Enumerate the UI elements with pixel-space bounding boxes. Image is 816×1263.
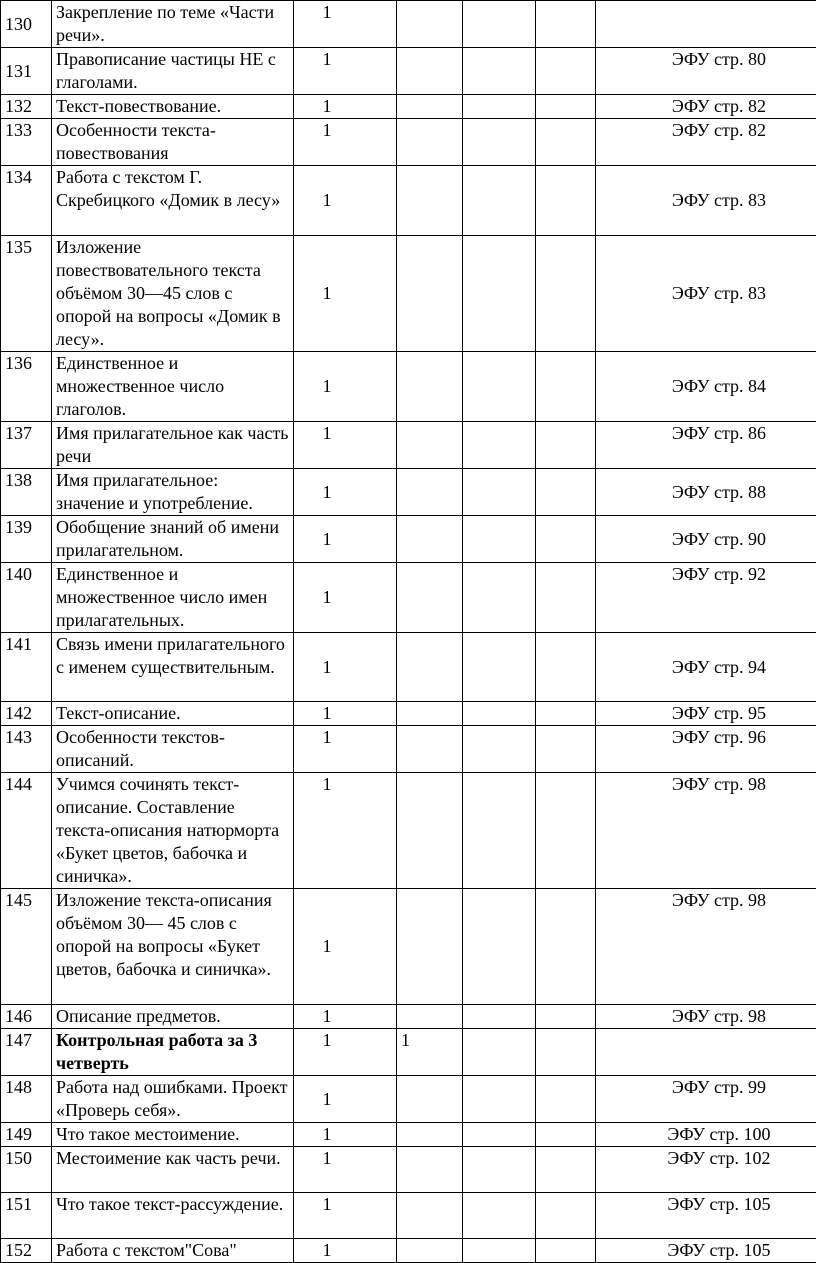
lesson-hours: 1 bbox=[294, 702, 397, 726]
lesson-hours: 1 bbox=[294, 563, 397, 633]
control-work bbox=[397, 1123, 463, 1147]
lesson-resource: ЭФУ стр. 82 bbox=[596, 95, 816, 119]
control-work bbox=[397, 95, 463, 119]
lesson-resource: ЭФУ стр. 98 bbox=[596, 889, 816, 1005]
control-work bbox=[397, 1005, 463, 1029]
lesson-number: 140 bbox=[1, 563, 52, 633]
lesson-topic: Закрепление по теме «Части речи». bbox=[52, 1, 294, 48]
table-row bbox=[1, 1, 816, 48]
table-row bbox=[1, 352, 816, 422]
lesson-resource: ЭФУ стр. 92 bbox=[596, 563, 816, 633]
lesson-number: 133 bbox=[1, 119, 52, 166]
control-work bbox=[397, 236, 463, 352]
lesson-hours: 1 bbox=[294, 1193, 397, 1239]
lesson-hours: 1 bbox=[294, 119, 397, 166]
control-work bbox=[397, 352, 463, 422]
lesson-topic: Правописание частицы НЕ с глаголами. bbox=[52, 48, 294, 95]
lesson-resource: ЭФУ стр. 102 bbox=[596, 1147, 816, 1193]
control-work bbox=[397, 1239, 463, 1263]
lesson-topic: Имя прилагательное как часть речи bbox=[52, 422, 294, 469]
lesson-resource: ЭФУ стр. 83 bbox=[596, 236, 816, 352]
table-row bbox=[1, 516, 816, 563]
lesson-resource: ЭФУ стр. 105 bbox=[596, 1239, 816, 1263]
lesson-resource: ЭФУ стр. 98 bbox=[596, 773, 816, 889]
table-row bbox=[1, 422, 816, 469]
lesson-topic: Работа с текстом Г. Скребицкого «Домик в лесу» bbox=[52, 166, 294, 236]
table-row bbox=[1, 1147, 816, 1193]
lesson-hours: 1 bbox=[294, 236, 397, 352]
lesson-resource: ЭФУ стр. 86 bbox=[596, 422, 816, 469]
lesson-hours: 1 bbox=[294, 516, 397, 563]
lesson-topic: Единственное и множественное число имен прилагательных. bbox=[52, 563, 294, 633]
lesson-number: 146 bbox=[1, 1005, 52, 1029]
control-work bbox=[397, 1, 463, 48]
lesson-resource: ЭФУ стр. 88 bbox=[596, 469, 816, 516]
lesson-number: 132 bbox=[1, 95, 52, 119]
control-work bbox=[397, 1147, 463, 1193]
lesson-hours: 1 bbox=[294, 773, 397, 889]
table-row bbox=[1, 1123, 816, 1147]
lesson-number: 137 bbox=[1, 422, 52, 469]
table-row bbox=[1, 1193, 816, 1239]
lesson-number: 144 bbox=[1, 773, 52, 889]
lesson-hours: 1 bbox=[294, 1239, 397, 1263]
lesson-hours: 1 bbox=[294, 1005, 397, 1029]
lesson-number: 130 bbox=[1, 1, 52, 48]
control-work bbox=[397, 773, 463, 889]
control-work bbox=[397, 516, 463, 563]
lesson-topic: Изложение повествовательного текста объёмом 30—45 слов с опорой на вопросы «Домик в лесу». bbox=[52, 236, 294, 352]
lesson-resource: ЭФУ стр. 83 bbox=[596, 166, 816, 236]
lesson-resource: ЭФУ стр. 95 bbox=[596, 702, 816, 726]
lesson-hours: 1 bbox=[294, 48, 397, 95]
lesson-number: 138 bbox=[1, 469, 52, 516]
table-row bbox=[1, 633, 816, 702]
lesson-topic: Контрольная работа за 3 четверть bbox=[52, 1029, 294, 1076]
lesson-resource: ЭФУ стр. 82 bbox=[596, 119, 816, 166]
lesson-hours: 1 bbox=[294, 1, 397, 48]
lesson-resource: ЭФУ стр. 105 bbox=[596, 1193, 816, 1239]
lesson-number: 148 bbox=[1, 1076, 52, 1123]
lesson-resource: ЭФУ стр. 90 bbox=[596, 516, 816, 563]
lesson-number: 136 bbox=[1, 352, 52, 422]
lesson-hours: 1 bbox=[294, 726, 397, 773]
lesson-hours: 1 bbox=[294, 166, 397, 236]
lesson-topic: Текст-повествование. bbox=[52, 95, 294, 119]
table-row bbox=[1, 773, 816, 889]
lesson-resource: ЭФУ стр. 99 bbox=[596, 1076, 816, 1123]
table-row bbox=[1, 95, 816, 119]
lesson-topic: Особенности текстов-описаний. bbox=[52, 726, 294, 773]
lesson-number: 150 bbox=[1, 1147, 52, 1193]
table-row bbox=[1, 1239, 816, 1263]
lesson-resource bbox=[596, 1, 816, 48]
lesson-topic: Обобщение знаний об имени прилагательном. bbox=[52, 516, 294, 563]
lesson-topic: Единственное и множественное число глаголов. bbox=[52, 352, 294, 422]
control-work bbox=[397, 633, 463, 702]
lesson-resource: ЭФУ стр. 84 bbox=[596, 352, 816, 422]
lesson-hours: 1 bbox=[294, 1029, 397, 1076]
lesson-hours: 1 bbox=[294, 1147, 397, 1193]
lesson-number: 143 bbox=[1, 726, 52, 773]
lesson-topic: Особенности текста-повествования bbox=[52, 119, 294, 166]
lesson-number: 131 bbox=[1, 48, 52, 95]
table-row bbox=[1, 702, 816, 726]
lesson-topic: Местоимение как часть речи. bbox=[52, 1147, 294, 1193]
control-work bbox=[397, 889, 463, 1005]
table-row bbox=[1, 1029, 816, 1076]
lesson-hours: 1 bbox=[294, 1076, 397, 1123]
table-row bbox=[1, 236, 816, 352]
control-work bbox=[397, 726, 463, 773]
lesson-resource: ЭФУ стр. 80 bbox=[596, 48, 816, 95]
table-row bbox=[1, 563, 816, 633]
lesson-topic: Что такое местоимение. bbox=[52, 1123, 294, 1147]
table-row bbox=[1, 1076, 816, 1123]
table-row bbox=[1, 166, 816, 236]
lesson-resource bbox=[596, 1029, 816, 1076]
lesson-resource: ЭФУ стр. 94 bbox=[596, 633, 816, 702]
lesson-hours: 1 bbox=[294, 95, 397, 119]
lesson-resource: ЭФУ стр. 96 bbox=[596, 726, 816, 773]
lesson-hours: 1 bbox=[294, 469, 397, 516]
lesson-number: 147 bbox=[1, 1029, 52, 1076]
lesson-number: 139 bbox=[1, 516, 52, 563]
lesson-topic: Работа с текстом"Сова" bbox=[52, 1239, 294, 1263]
table-row bbox=[1, 119, 816, 166]
control-work bbox=[397, 469, 463, 516]
control-work bbox=[397, 702, 463, 726]
lesson-hours: 1 bbox=[294, 1123, 397, 1147]
control-work bbox=[397, 48, 463, 95]
lesson-number: 145 bbox=[1, 889, 52, 1005]
lesson-number: 152 bbox=[1, 1239, 52, 1263]
lesson-resource: ЭФУ стр. 100 bbox=[596, 1123, 816, 1147]
lesson-number: 135 bbox=[1, 236, 52, 352]
table-row bbox=[1, 48, 816, 95]
lesson-topic: Работа над ошибками. Проект «Проверь себя». bbox=[52, 1076, 294, 1123]
lesson-topic: Что такое текст-рассуждение. bbox=[52, 1193, 294, 1239]
table-row bbox=[1, 469, 816, 516]
lesson-resource: ЭФУ стр. 98 bbox=[596, 1005, 816, 1029]
table-row bbox=[1, 889, 816, 1005]
lesson-hours: 1 bbox=[294, 422, 397, 469]
control-work bbox=[397, 119, 463, 166]
lesson-hours: 1 bbox=[294, 633, 397, 702]
control-work: 1 bbox=[397, 1029, 463, 1076]
lesson-topic: Имя прилагательное: значение и употребление. bbox=[52, 469, 294, 516]
lesson-topic: Изложение текста-описания объёмом 30— 45 слов с опорой на вопросы «Букет цветов, бабочка и синичка». bbox=[52, 889, 294, 1005]
lesson-topic: Текст-описание. bbox=[52, 702, 294, 726]
lesson-number: 141 bbox=[1, 633, 52, 702]
lesson-number: 134 bbox=[1, 166, 52, 236]
lesson-topic: Описание предметов. bbox=[52, 1005, 294, 1029]
table-row bbox=[1, 1005, 816, 1029]
lesson-hours: 1 bbox=[294, 352, 397, 422]
control-work bbox=[397, 422, 463, 469]
control-work bbox=[397, 1076, 463, 1123]
lesson-number: 142 bbox=[1, 702, 52, 726]
control-work bbox=[397, 166, 463, 236]
lesson-hours: 1 bbox=[294, 889, 397, 1005]
lesson-number: 149 bbox=[1, 1123, 52, 1147]
control-work bbox=[397, 563, 463, 633]
table-row bbox=[1, 726, 816, 773]
lesson-topic: Связь имени прилагательного с именем существительным. bbox=[52, 633, 294, 702]
lesson-number: 151 bbox=[1, 1193, 52, 1239]
lesson-topic: Учимся сочинять текст-описание. Составление текста-описания натюрморта «Букет цветов, бабочка и синичка». bbox=[52, 773, 294, 889]
control-work bbox=[397, 1193, 463, 1239]
